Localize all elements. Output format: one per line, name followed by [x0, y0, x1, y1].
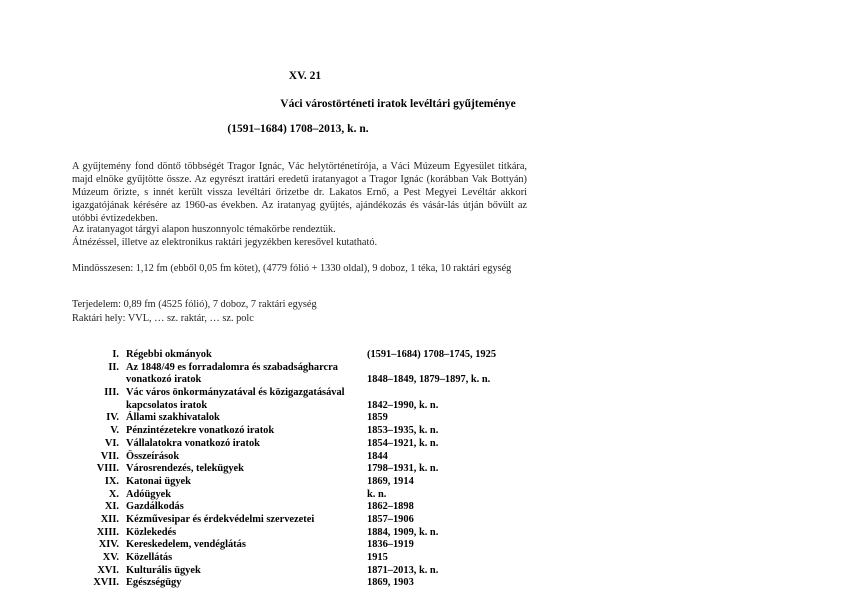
- access-note: Átnézéssel, illetve az elektronikus raktári jegyzékben keresővel kutatható.: [72, 237, 378, 248]
- series-number: II.: [108, 361, 119, 373]
- series-name: Összeírások: [126, 450, 180, 462]
- series-row: [0, 514, 842, 527]
- history-paragraph: A gyűjtemény fond döntő többségét Tragor Ignác, Vác helytörténetírója, a Váci Múzeum Egyesület titkára, majd elnöke gyűjtötte össze. Az egyrészt irattári eredetű iratanyagot a Tragor Ignác (korábban Vak Bottyán) Múzeum őrizte, s innét került vissza levéltári őrizetbe dr. Lakatos Ernő, a Pest Megyei Levéltár akkori igazgatójának kérésére az 1960-as években. Az iratanyag gyűjtés, ajándékozás és vásár-lás útján bővült az utóbbi évtizedekben.: [72, 161, 527, 224]
- series-dates: 1862–1898: [367, 501, 414, 513]
- series-dates: 1884, 1909, k. n.: [367, 526, 439, 538]
- series-row: [0, 425, 842, 438]
- series-name: Vác város önkormányzatával és közigazgatásával kapcsolatos iratok: [126, 387, 345, 411]
- series-number: VI.: [104, 437, 119, 449]
- series-name: Kereskedelem, vendéglátás: [126, 539, 246, 551]
- series-number: VII.: [100, 450, 119, 462]
- storage-location: Raktári hely: VVL, … sz. raktár, … sz. polc: [72, 313, 254, 324]
- series-dates: 1859: [367, 412, 388, 424]
- series-row: [0, 565, 842, 578]
- series-row: [0, 463, 842, 476]
- series-row: [0, 387, 842, 412]
- series-name: Állami szakhivatalok: [126, 412, 220, 424]
- series-row: [0, 451, 842, 464]
- series-number: XII.: [100, 513, 119, 525]
- series-name: Városrendezés, telekügyek: [126, 463, 244, 475]
- series-name: Vállalatokra vonatkozó iratok: [126, 437, 260, 449]
- series-dates: 1798–1931, k. n.: [367, 463, 439, 475]
- series-number: XVII.: [93, 577, 119, 589]
- series-dates: k. n.: [367, 488, 387, 500]
- series-dates: 1842–1990, k. n.: [367, 399, 439, 411]
- series-dates: 1836–1919: [367, 539, 414, 551]
- series-number: I.: [112, 349, 119, 360]
- series-number: IV.: [106, 412, 119, 424]
- series-row: [0, 539, 842, 552]
- arrangement-note: Az iratanyagot tárgyi alapon huszonnyolc témakörbe rendeztük.: [72, 224, 336, 235]
- series-number: X.: [108, 488, 119, 500]
- document-date-range: (1591–1684) 1708–2013, k. n.: [227, 123, 369, 135]
- series-number: XV.: [102, 552, 119, 564]
- series-dates: 1853–1935, k. n.: [367, 425, 439, 437]
- series-name: Régebbi okmányok: [126, 349, 212, 360]
- series-row: [0, 412, 842, 425]
- series-dates: 1871–2013, k. n.: [367, 564, 439, 576]
- series-list: [0, 349, 842, 590]
- series-number: XIII.: [96, 526, 119, 538]
- series-row: [0, 476, 842, 489]
- series-number: XIV.: [98, 539, 119, 551]
- series-name: Gazdálkodás: [126, 501, 184, 513]
- series-row: [0, 438, 842, 451]
- series-dates: 1848–1849, 1879–1897, k. n.: [367, 374, 491, 386]
- series-dates: 1869, 1914: [367, 475, 414, 487]
- series-row: [0, 362, 842, 387]
- series-number: IX.: [104, 475, 119, 487]
- total-extent: Mindösszesen: 1,12 fm (ebből 0,05 fm kötet), (4779 fólió + 1330 oldal), 9 doboz, 1 téka, 10 raktári egység: [72, 263, 512, 274]
- series-name: Az 1848/49 es forradalomra és szabadságharcra vonatkozó iratok: [126, 361, 338, 386]
- series-row: [0, 527, 842, 540]
- series-dates: 1844: [367, 450, 388, 462]
- series-name: Kulturális ügyek: [126, 564, 201, 576]
- extent: Terjedelem: 0,89 fm (4525 fólió), 7 doboz, 7 raktári egység: [72, 299, 317, 310]
- series-name: Katonai ügyek: [126, 475, 191, 487]
- series-row: [0, 577, 842, 590]
- series-number: XVI.: [97, 564, 119, 576]
- series-dates: 1915: [367, 552, 388, 564]
- series-name: Közlekedés: [126, 526, 177, 538]
- series-dates: (1591–1684) 1708–1745, 1925: [367, 349, 497, 360]
- series-row: [0, 489, 842, 502]
- fond-reference: XV. 21: [288, 70, 322, 82]
- series-name: Pénzintézetekre vonatkozó iratok: [126, 425, 275, 437]
- series-dates: 1869, 1903: [367, 577, 414, 589]
- series-name: Egészségügy: [126, 577, 182, 589]
- series-row: [0, 349, 842, 362]
- series-name: Adóügyek: [126, 488, 172, 500]
- series-number: XI.: [104, 501, 119, 513]
- series-dates: 1857–1906: [367, 513, 414, 525]
- series-dates: 1854–1921, k. n.: [367, 437, 439, 449]
- series-number: VIII.: [96, 463, 119, 475]
- series-number: III.: [104, 387, 119, 399]
- series-number: V.: [110, 425, 119, 437]
- series-name: Közellátás: [126, 552, 173, 564]
- series-name: Kézművesipar és érdekvédelmi szervezetei: [126, 513, 315, 525]
- document-title: Váci várostörténeti iratok levéltári gyűjteménye: [280, 98, 516, 110]
- series-row: [0, 552, 842, 565]
- series-row: [0, 501, 842, 514]
